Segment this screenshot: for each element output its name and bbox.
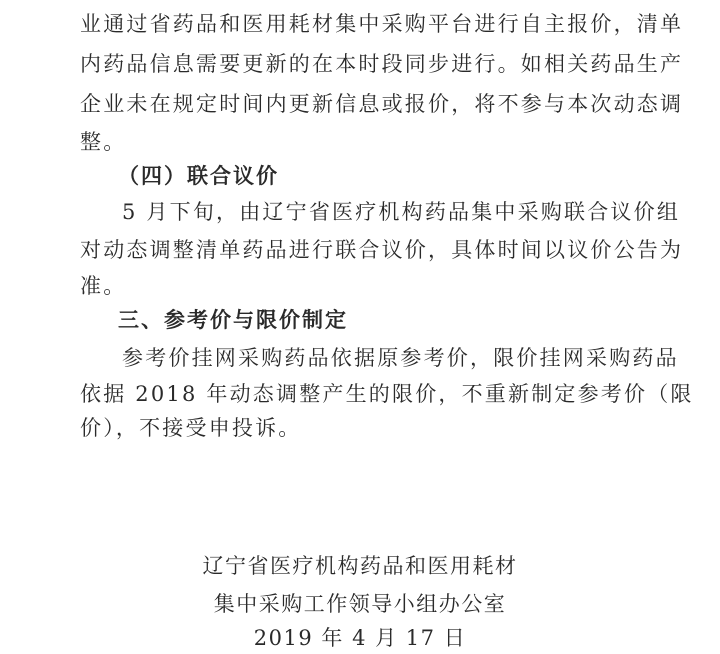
section-heading: （四）联合议价 [118,164,279,188]
paragraph-line: 依据 2018 年动态调整产生的限价，不重新制定参考价（限 [80,382,694,406]
paragraph-line: 5 月下旬，由辽宁省医疗机构药品集中采购联合议价组 [122,200,681,224]
paragraph-line: 价），不接受申投诉。 [80,416,302,440]
paragraph-line: 准。 [80,274,127,298]
signature-date: 2019 年 4 月 17 日 [253,626,467,650]
paragraph-line: 整。 [80,130,127,154]
paragraph-line: 内药品信息需要更新的在本时段同步进行。如相关药品生产 [80,52,684,76]
paragraph-line: 参考价挂网采购药品依据原参考价，限价挂网采购药品 [122,346,679,370]
paragraph-line: 企业未在规定时间内更新信息或报价，将不参与本次动态调 [80,92,684,116]
section-heading: 三、参考价与限价制定 [118,308,348,332]
signature-org-line: 辽宁省医疗机构药品和医用耗材 [202,554,518,578]
paragraph-line: 对动态调整清单药品进行联合议价，具体时间以议价公告为 [80,238,684,262]
paragraph-line: 业通过省药品和医用耗材集中采购平台进行自主报价，清单 [80,12,684,36]
signature-org-line: 集中采购工作领导小组办公室 [213,592,507,616]
